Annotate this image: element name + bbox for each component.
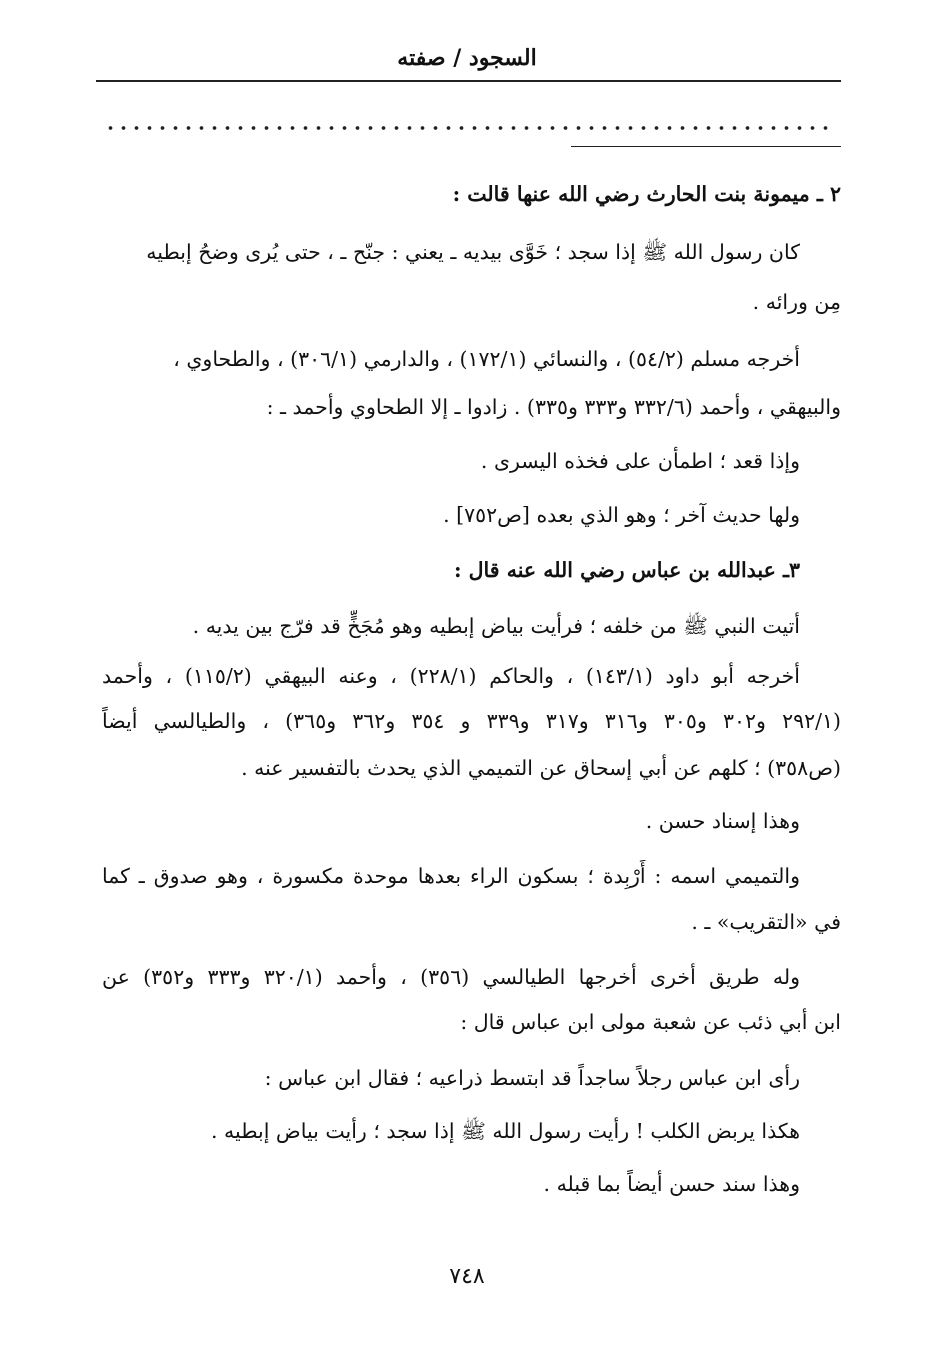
narrator-note-line: في «التقريب» ـ . <box>691 910 841 934</box>
hadith-heading-ibn-abbas: ٣ـ عبدالله بن عباس رضي الله عنه قال : <box>453 558 800 582</box>
page-number: ٧٤٨ <box>449 1264 485 1289</box>
hadith-heading-maymuna: ٢ ـ ميمونة بنت الحارث رضي الله عنها قالت : <box>452 182 841 206</box>
hadith-text-line: رأى ابن عباس رجلاً ساجداً قد ابتسط ذراعيه ؛ فقال ابن عباس : <box>264 1066 800 1090</box>
footnote-rule <box>571 146 841 147</box>
grading-line: وهذا إسناد حسن . <box>645 809 800 833</box>
dotted-separator <box>104 118 834 138</box>
cross-reference-line: ولها حديث آخر ؛ وهو الذي بعده [ص٧٥٢] . <box>443 503 800 527</box>
hadith-text-line: وإذا قعد ؛ اطمأن على فخذه اليسرى . <box>480 449 800 473</box>
running-header-title: السجود / صفته <box>397 45 537 71</box>
narrator-note-line: والتميمي اسمه : أَرْبِدة ؛ بسكون الراء بعدها موحدة مكسورة ، وهو صدوق ـ كما <box>102 864 800 888</box>
takhrij-line: أخرجه مسلم (٥٤/٢) ، والنسائي (١٧٢/١) ، والدارمي (٣٠٦/١) ، والطحاوي ، <box>173 347 800 371</box>
hadith-text-line: مِن ورائه . <box>752 290 841 314</box>
takhrij-line: ابن أبي ذئب عن شعبة مولى ابن عباس قال : <box>460 1010 841 1034</box>
hadith-text-line: أتيت النبي ﷺ من خلفه ؛ فرأيت بياض إبطيه وهو مُجَخٍّ قد فرّج بين يديه . <box>192 614 800 638</box>
takhrij-line: (ص٣٥٨) ؛ كلهم عن أبي إسحاق عن التميمي الذي يحدث بالتفسير عنه . <box>241 756 841 780</box>
takhrij-line: وله طريق أخرى أخرجها الطيالسي (٣٥٦) ، وأحمد (٣٢٠/١ و٣٣٣ و٣٥٢) عن <box>102 965 800 989</box>
header-rule <box>96 80 841 82</box>
hadith-text-line: هكذا يربض الكلب ! رأيت رسول الله ﷺ إذا سجد ؛ رأيت بياض إبطيه . <box>210 1119 800 1143</box>
takhrij-line: والبيهقي ، وأحمد (٣٣٢/٦ و٣٣٣ و٣٣٥) . زادوا ـ إلا الطحاوي وأحمد ـ : <box>266 395 841 419</box>
hadith-text-line: كان رسول الله ﷺ إذا سجد ؛ خَوَّى بيديه ـ يعني : جنّح ـ ، حتى يُرى وضحُ إبطيه <box>146 240 800 264</box>
takhrij-line: أخرجه أبو داود (١٤٣/١) ، والحاكم (٢٢٨/١) ، وعنه البيهقي (١١٥/٢) ، وأحمد <box>102 664 800 688</box>
takhrij-line: (٢٩٢/١ و٣٠٢ و٣٠٥ و٣١٦ و٣١٧ و٣٣٩ و ٣٥٤ و٣٦٢ و٣٦٥) ، والطيالسي أيضاً <box>102 709 841 733</box>
grading-line: وهذا سند حسن أيضاً بما قبله . <box>543 1172 800 1196</box>
